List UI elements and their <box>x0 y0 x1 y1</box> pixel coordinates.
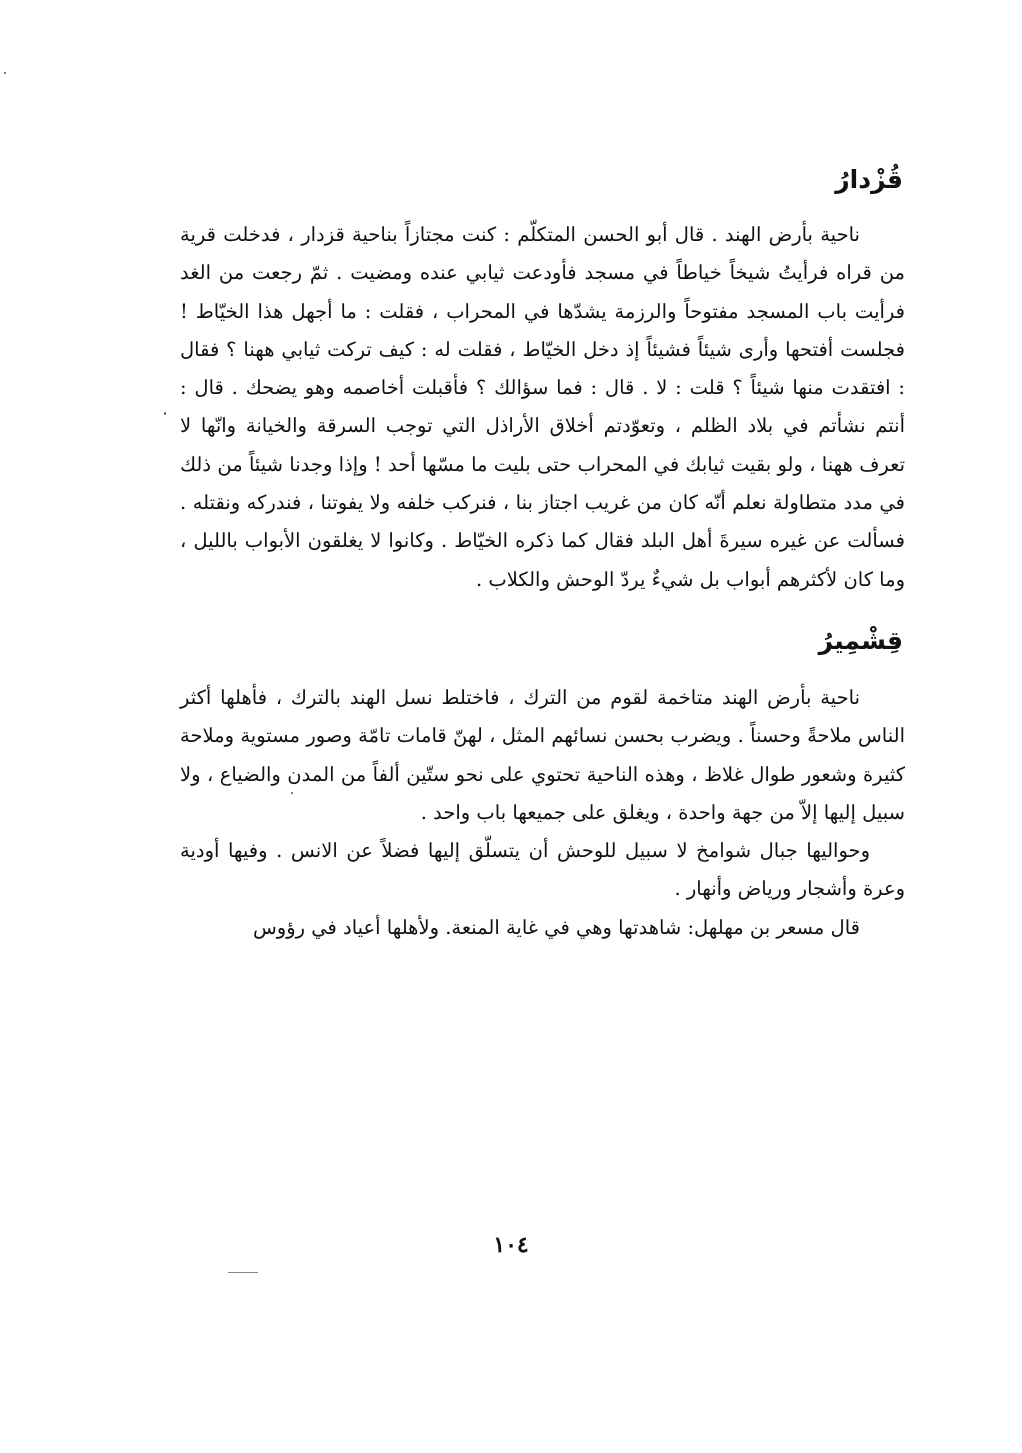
scan-speck <box>164 412 166 415</box>
scan-mark <box>228 1272 258 1273</box>
scan-speck <box>291 792 293 794</box>
paragraph: ناحية بأرض الهند . قال أبو الحسن المتكلّم : كنت مجتازاً بناحية قزدار ، فدخلت قرية من قراه فرأيتُ شيخاً خياطاً في مسجد فأودعت ثيابي عنده ومضيت . ثمّ رجعت من الغد فرأيت باب المسجد مفتوحاً والرزمة يشدّها في المحراب ، فقلت : ما أجهل هذا الخيّاط ! فجلست أفتحها وأرى شيئاً فشيئاً إذ دخل الخيّاط ، فقلت له : كيف تركت ثيابي ههنا ؟ فقال : افتقدت منها شيئاً ؟ قلت : لا . قال : فما سؤالك ؟ فأقبلت أخاصمه وهو يضحك . قال : أنتم نشأتم في بلاد الظلم ، وتعوّدتم أخلاق الأراذل التي توجب السرقة والخيانة وانّها لا تعرف ههنا ، ولو بقيت ثيابك في المحراب حتى بليت ما مسّها أحد ! وإذا وجدنا شيئاً من ذلك في مدد متطاولة نعلم أنّه كان من غريب اجتاز بنا ، فنركب خلفه ولا يفوتنا ، فندركه ونقتله . فسألت عن غيره سيرةَ أهل البلد فقال كما ذكره الخيّاط . وكانوا لا يغلقون الأبواب بالليل ، وما كان لأكثرهم أبواب بل شيءٌ يردّ الوحش والكلاب . <box>180 223 905 591</box>
paragraph: ناحية بأرض الهند متاخمة لقوم من الترك ، فاختلط نسل الهند بالترك ، فأهلها أكثر الناس ملاحةً وحسناً . ويضرب بحسن نسائهم المثل ، لهنّ قامات تامّة وصور مستوية وملاحة كثيرة وشعور طوال غلاظ ، وهذه الناحية تحتوي على نحو ستّين ألفاً من المدن والضياع ، ولا سبيل إليها إلاّ من جهة واحدة ، ويغلق على جميعها باب واحد . <box>180 685 905 824</box>
entry-body-qozdar <box>180 216 905 599</box>
entry-body-kashmir <box>180 679 905 947</box>
page-content <box>180 158 905 947</box>
paragraph: وحواليها جبال شوامخ لا سبيل للوحش أن يتسلّق إليها فضلاً عن الانس . وفيها أودية وعرة وأشجار ورياض وأنهار . <box>180 839 905 901</box>
entry-title-kashmir: قِشْمِيرُ <box>818 625 903 655</box>
scan-speck <box>4 72 6 74</box>
page-number: ١٠٤ <box>493 1232 529 1258</box>
paragraph: قال مسعر بن مهلهل: شاهدتها وهي في غاية المنعة. ولأهلها أعياد في رؤوس <box>253 915 860 939</box>
entry-title-qozdar: قُزْدارُ <box>835 165 903 194</box>
